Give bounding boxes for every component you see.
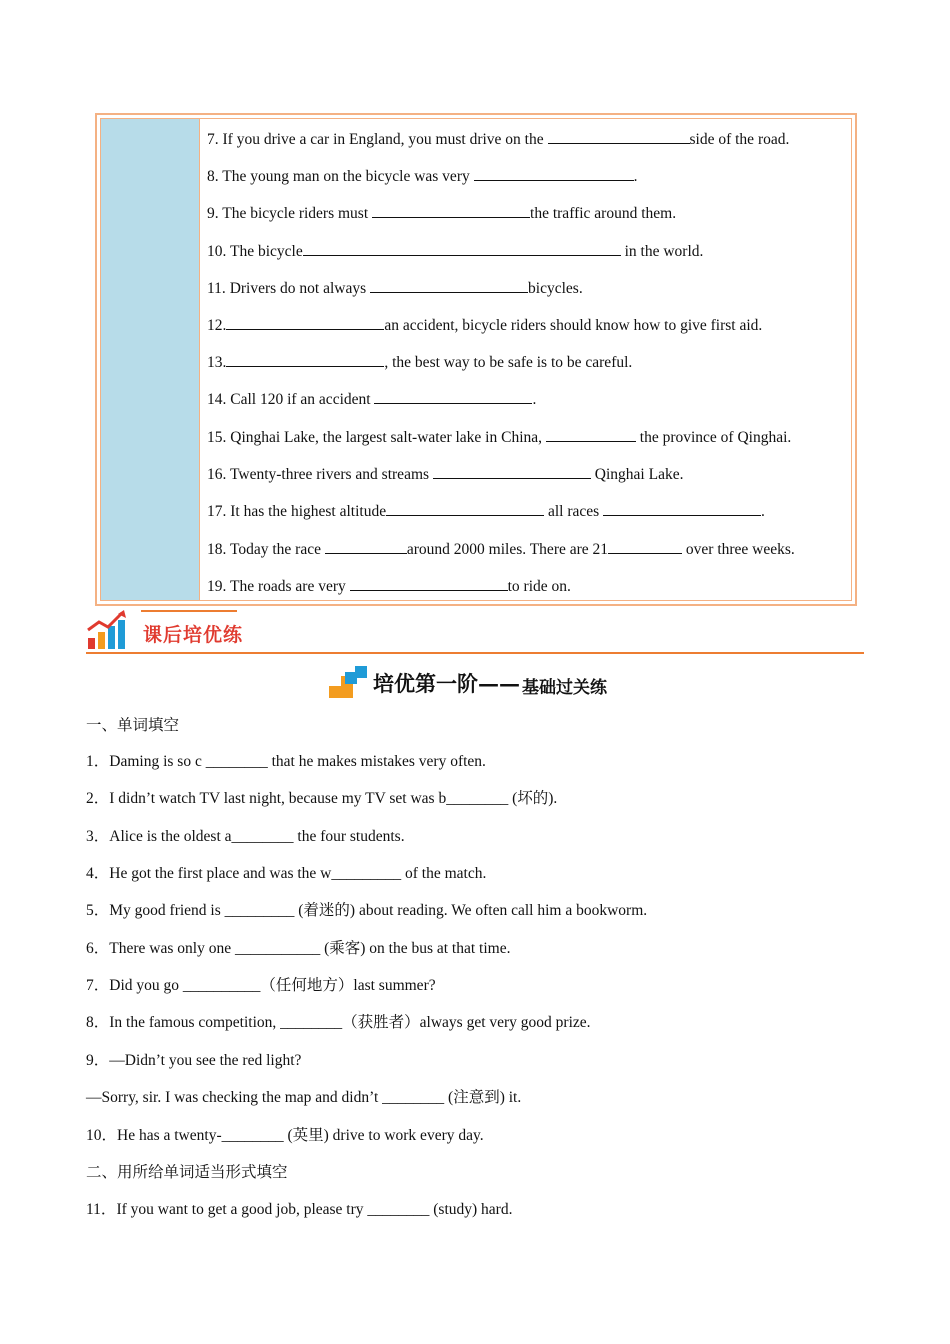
question-text: If you want to get a good job, please try ________ (study) hard. [116,1201,513,1218]
answer-blank[interactable] [370,277,528,293]
item-text: , the best way to be safe is to be careful. [384,354,633,371]
item-number: 13. [207,354,227,371]
exercise-item-16 [207,463,683,485]
item-text: The bicycle riders must [222,205,373,222]
question-text: —Didn’t you see the red light? [109,1052,302,1069]
exercise-box-inner [100,118,852,601]
question-text: He got the first place and was the w_________ of the match. [109,865,487,882]
item-text: The bicycle [229,243,303,260]
item-text: Today the race [229,541,325,558]
item-number: 16. [207,466,227,483]
item-text: the province of Qinghai. [639,429,792,446]
answer-blank[interactable] [548,128,690,144]
answer-blank[interactable] [546,426,636,442]
question-1 [86,752,486,772]
question-number: 4． [86,865,110,882]
rising-bar-chart-icon [86,608,130,650]
question-text: —Sorry, sir. I was checking the map and didn’t ________ (注意到) it. [86,1089,522,1106]
answer-blank[interactable] [226,351,384,367]
item-text: Qinghai Lake, the largest salt-water lake in China, [230,429,546,446]
item-text: over three weeks. [685,541,795,558]
question-number: 11． [86,1201,117,1218]
exercise-item-12 [207,314,762,336]
answer-blank[interactable] [226,314,384,330]
item-text: If you drive a car in England, you must drive on the [222,131,548,148]
part2-heading: 二、用所给单词适当形式填空 [86,1163,288,1181]
answer-blank[interactable] [374,388,532,404]
answer-blank[interactable] [325,538,407,554]
answer-blank[interactable] [303,240,621,256]
question-8 [86,1013,591,1033]
question-text: Alice is the oldest a________ the four students. [109,828,405,845]
question-3 [86,827,405,847]
item-number: 14. [207,391,227,408]
question-number: 9． [86,1052,110,1069]
question-7 [86,976,436,996]
item-text: Twenty-three rivers and streams [229,466,433,483]
answer-blank[interactable] [372,202,530,218]
exercise-item-18 [207,538,795,560]
item-text: . [761,503,765,520]
item-number: 18. [207,541,227,558]
question-number: 10． [86,1127,118,1144]
question-text: Did you go __________（任何地方）last summer? [109,977,436,994]
question-10 [86,1126,484,1146]
question-number: 8． [86,1014,110,1031]
question-11 [86,1200,512,1220]
item-text: It has the highest altitude [230,503,387,520]
item-text: all races [547,503,604,520]
answer-blank[interactable] [386,500,544,516]
stage-sub-title: 基础过关练 [522,678,607,698]
item-text: the traffic around them. [530,205,677,222]
item-number: 11. [207,280,226,297]
section-title-bar [141,610,237,612]
exercise-item-7 [207,128,789,150]
exercise-box [95,113,857,606]
exercise-item-14 [207,388,536,410]
item-text: . [532,391,537,408]
question-number: 1． [86,753,110,770]
item-number: 19. [207,578,227,595]
exercise-item-13 [207,351,632,373]
answer-blank[interactable] [608,538,682,554]
question-text: He has a twenty-________ (英里) drive to work every day. [117,1127,484,1144]
item-number: 15. [207,429,227,446]
question-5 [86,901,647,921]
question-number: 7． [86,977,110,994]
item-number: 17. [207,503,227,520]
exercise-item-19 [207,575,571,597]
question-text: There was only one ___________ (乘客) on the bus at that time. [109,940,511,957]
exercise-item-8 [207,165,637,187]
question-text: I didn’t watch TV last night, because my TV set was b________ (坏的). [109,790,558,807]
item-number: 8. [207,168,219,185]
stage-main-title: 培优第一阶—— [373,671,520,696]
item-number: 7. [207,131,219,148]
item-text: The young man on the bicycle was very [222,168,474,185]
question-9-reply [86,1088,521,1108]
item-text: The roads are very [229,578,350,595]
item-text: Drivers do not always [229,280,371,297]
answer-blank[interactable] [603,500,761,516]
question-number: 3． [86,828,110,845]
question-text: In the famous competition, ________（获胜者）always get very good prize. [109,1014,591,1031]
item-text: Qinghai Lake. [594,466,684,483]
exercise-item-17 [207,500,765,522]
section-title: 课后培优练 [143,624,244,646]
question-number: 2． [86,790,110,807]
question-text: Daming is so c ________ that he makes mistakes very often. [109,753,486,770]
question-2 [86,789,557,809]
exercise-item-11 [207,277,583,299]
question-number: 5． [86,902,110,919]
stage-title [329,662,607,698]
item-text: around 2000 miles. There are 21 [406,541,609,558]
exercise-item-15 [207,426,791,448]
item-text: to ride on. [507,578,571,595]
answer-blank[interactable] [350,575,508,591]
exercise-item-9 [207,202,676,224]
question-4 [86,864,486,884]
exercise-lines [200,119,851,600]
item-text: bicycles. [528,280,583,297]
item-number: 9. [207,205,219,222]
item-text: an accident, bicycle riders should know how to give first aid. [384,317,763,334]
item-text: . [633,168,638,185]
question-number: 6． [86,940,110,957]
question-text: My good friend is _________ (着迷的) about reading. We often call him a bookworm. [109,902,648,919]
exercise-item-10 [207,240,703,262]
section-header [86,604,864,656]
item-text: side of the road. [689,131,790,148]
item-text: Call 120 if an accident [230,391,375,408]
part1-heading: 一、单词填空 [86,716,180,734]
section-divider [86,652,864,654]
exercise-side-column [101,119,200,600]
question-9 [86,1051,301,1071]
item-number: 10. [207,243,227,260]
question-6 [86,939,510,959]
answer-blank[interactable] [474,165,634,181]
stair-blocks-icon [329,666,369,698]
item-number: 12. [207,317,227,334]
answer-blank[interactable] [433,463,591,479]
item-text: in the world. [624,243,704,260]
